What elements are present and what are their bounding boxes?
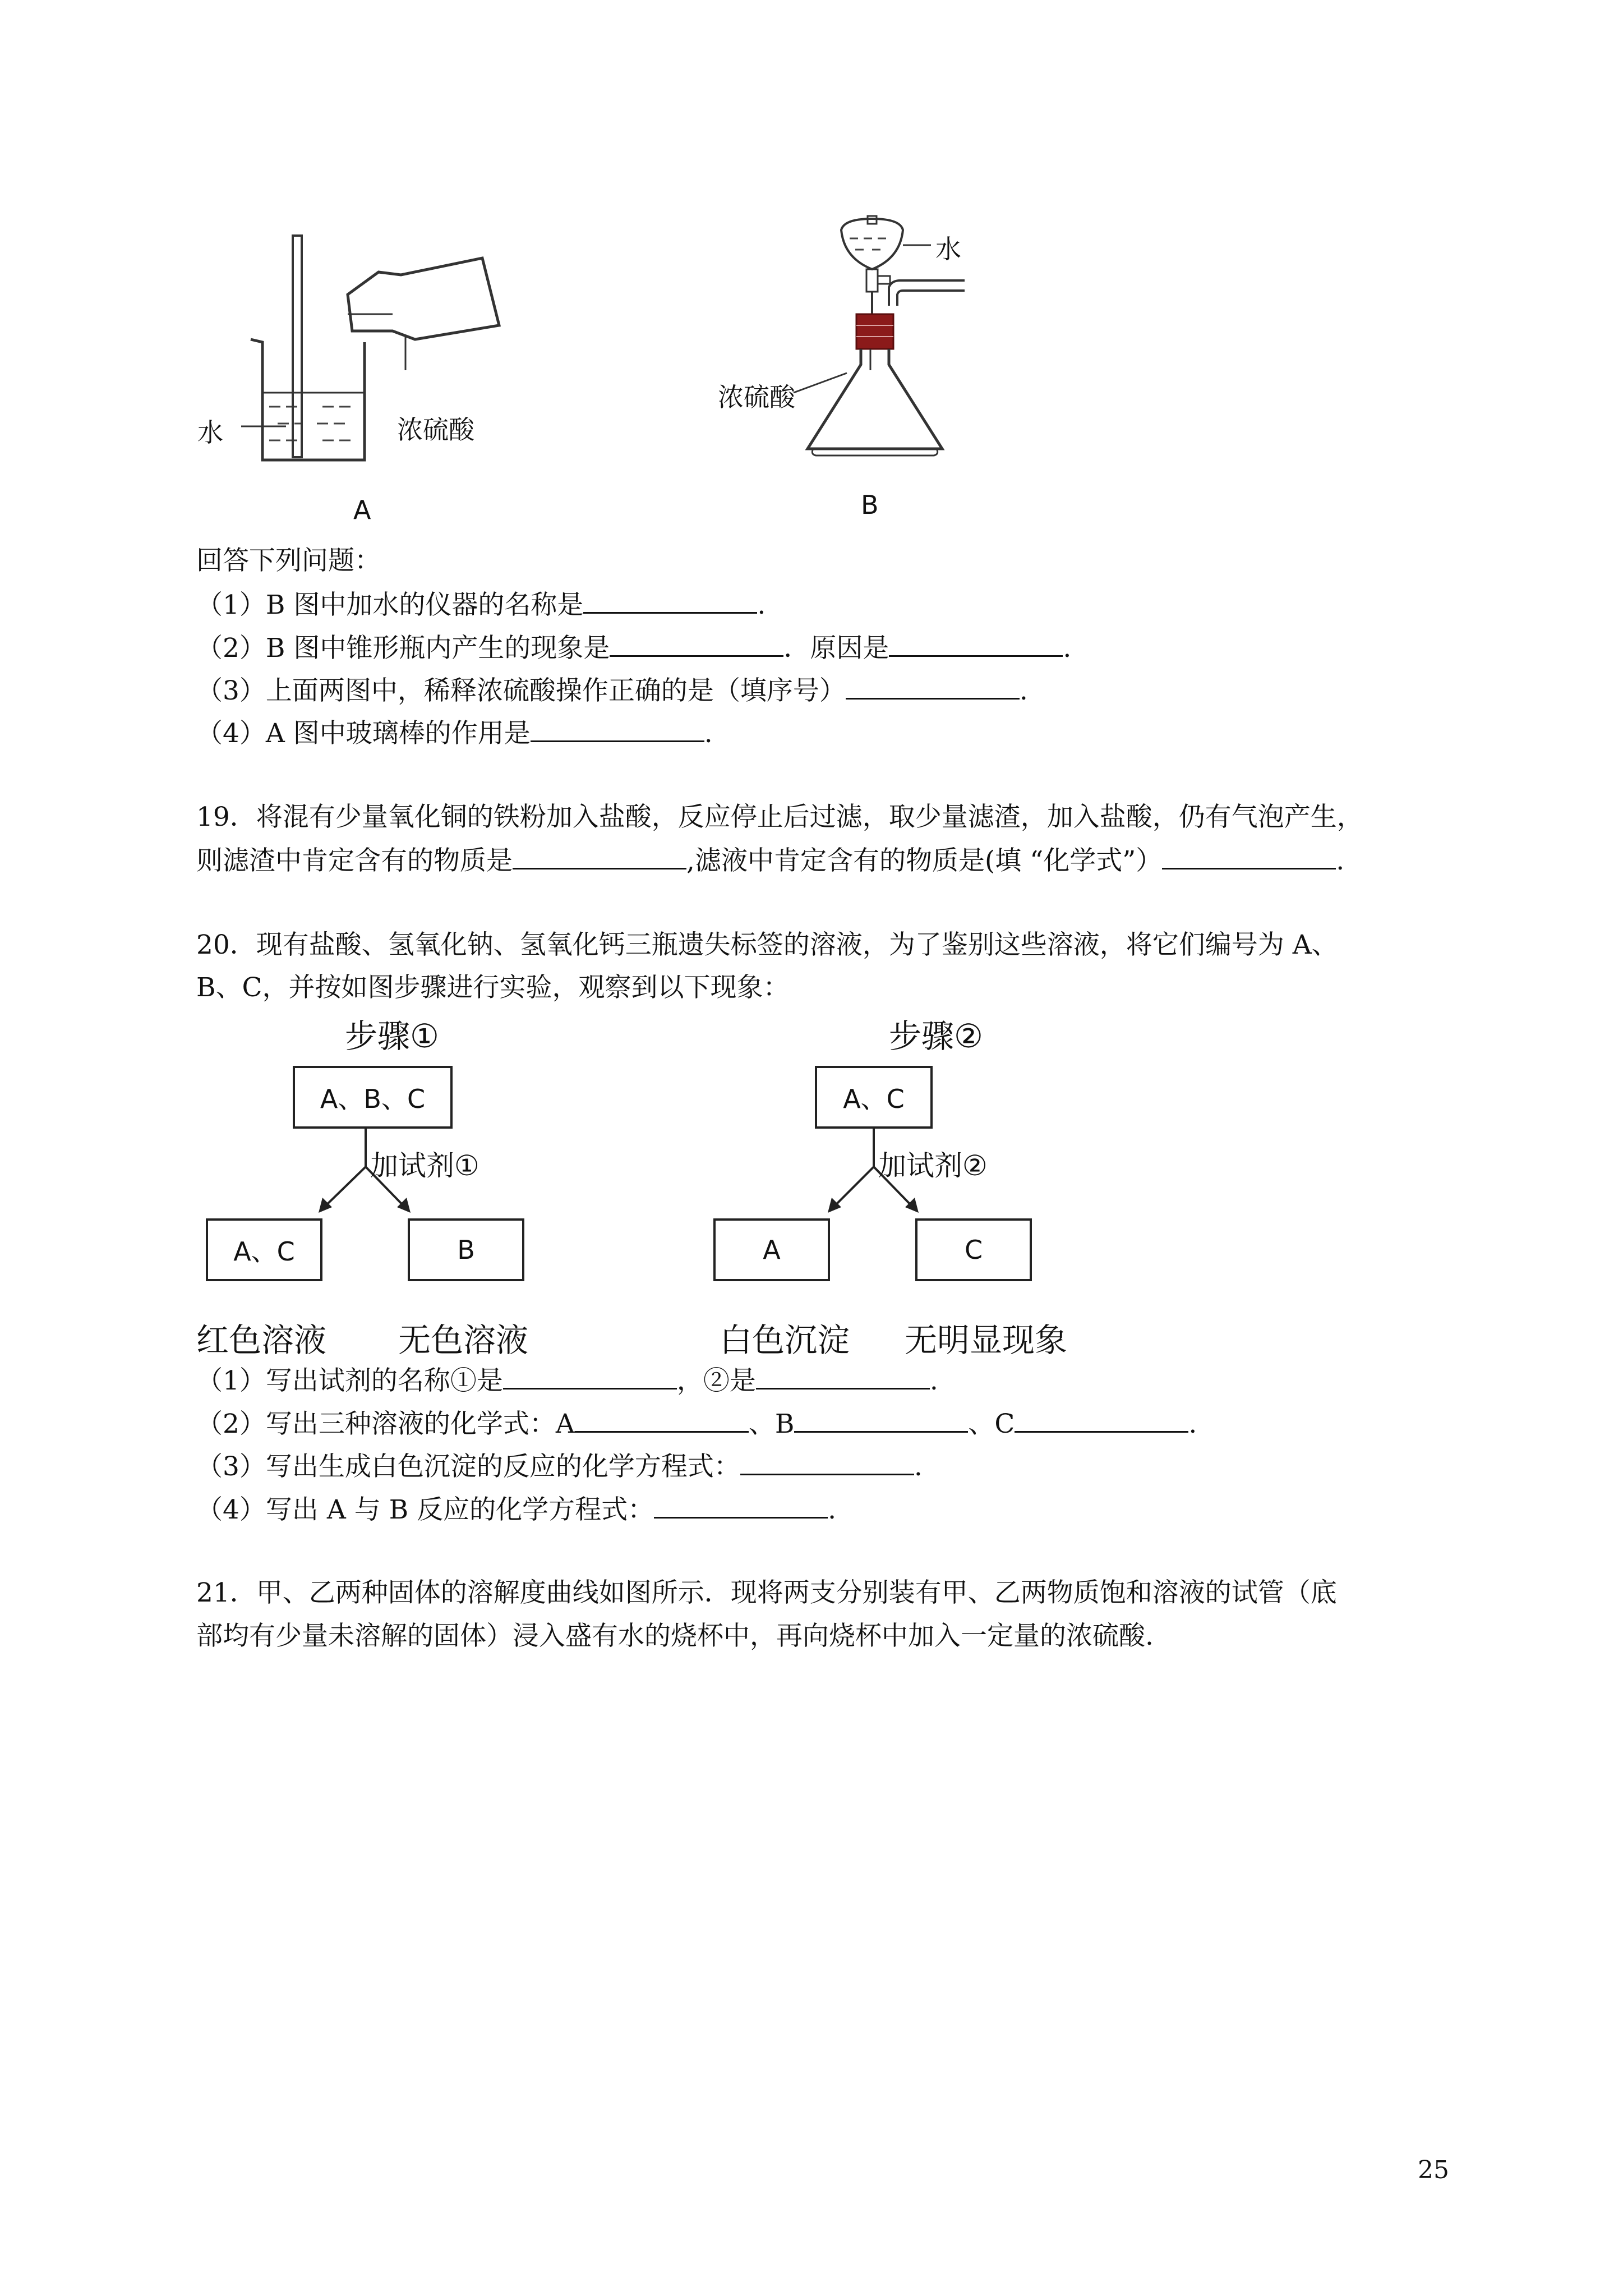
figure-a-water-label: 水 (197, 417, 223, 448)
q20-part3: （3）写出生成白色沉淀的反应的化学方程式： . (196, 1449, 923, 1484)
q21-line2: 部均有少量未溶解的固体）浸入盛有水的烧杯中，再向烧杯中加入一定量的浓硫酸. (196, 1621, 1154, 1651)
step2-right-box: C (915, 1218, 1032, 1281)
step1-title: 步骤① (345, 1017, 439, 1055)
answer-blank[interactable] (1015, 1406, 1188, 1433)
step2-reagent: 加试剂② (878, 1149, 988, 1182)
answer-blank[interactable] (756, 1363, 930, 1389)
figure-a-acid-label: 浓硫酸 (397, 415, 474, 445)
figure-b-label: B (861, 490, 879, 520)
step1-left-box: A、C (206, 1218, 322, 1281)
page-number: 25 (1418, 2156, 1449, 2184)
figure-b-water-label: 水 (935, 234, 961, 264)
step1-right-box: B (408, 1218, 524, 1281)
step1-top-box: A、B、C (293, 1066, 453, 1129)
answer-blank[interactable] (740, 1449, 914, 1475)
step1-observation-left: 红色溶液 (196, 1321, 327, 1359)
step1-observation-right: 无色溶液 (398, 1321, 529, 1359)
q18-part2: （2）B 图中锥形瓶内产生的现象是 ．原因是 . (196, 631, 1071, 665)
q21-line1: 21．甲、乙两种固体的溶解度曲线如图所示．现将两支分别装有甲、乙两物质饱和溶液的试管（底 (196, 1577, 1337, 1608)
answer-blank[interactable] (654, 1492, 828, 1519)
step2-title: 步骤② (889, 1017, 983, 1055)
step2-observation-left: 白色沉淀 (720, 1321, 850, 1359)
q18-part1: （1）B 图中加水的仪器的名称是 . (196, 587, 766, 622)
q19-line2: 则滤渣中肯定含有的物质是 ,滤液中肯定含有的物质是(填 “化学式”） . (196, 843, 1344, 878)
step2-left-box: A (713, 1218, 830, 1281)
step2-top-box: A、C (815, 1066, 933, 1129)
q20-part2: （2）写出三种溶液的化学式：A 、B 、C . (196, 1406, 1197, 1441)
step1-reagent: 加试剂① (370, 1149, 479, 1182)
figure-a-label: A (353, 495, 371, 525)
q18-part4: （4）A 图中玻璃棒的作用是 . (196, 716, 713, 751)
figure-b-acid-label: 浓硫酸 (718, 382, 795, 412)
answer-blank[interactable] (575, 1406, 749, 1433)
q20-line1: 20．现有盐酸、氢氧化钠、氢氧化钙三瓶遗失标签的溶液，为了鉴别这些溶液，将它们编号为 A、 (196, 930, 1338, 960)
step2-observation-right: 无明显现象 (905, 1321, 1068, 1359)
q18-intro: 回答下列问题： (196, 545, 381, 576)
q19-line1: 19．将混有少量氧化铜的铁粉加入盐酸，反应停止后过滤，取少量滤渣，加入盐酸，仍有气泡产生， (196, 802, 1363, 832)
q20-line2: B、C，并按如图步骤进行实验，观察到以下现象： (196, 972, 790, 1003)
q18-part3: （3）上面两图中，稀释浓硫酸操作正确的是（填序号） . (196, 673, 1028, 708)
answer-blank[interactable] (794, 1406, 968, 1433)
q20-part4: （4）写出 A 与 B 反应的化学方程式： . (196, 1492, 836, 1527)
q20-part1: （1）写出试剂的名称①是 ，②是 . (196, 1363, 938, 1398)
answer-blank[interactable] (503, 1363, 677, 1389)
